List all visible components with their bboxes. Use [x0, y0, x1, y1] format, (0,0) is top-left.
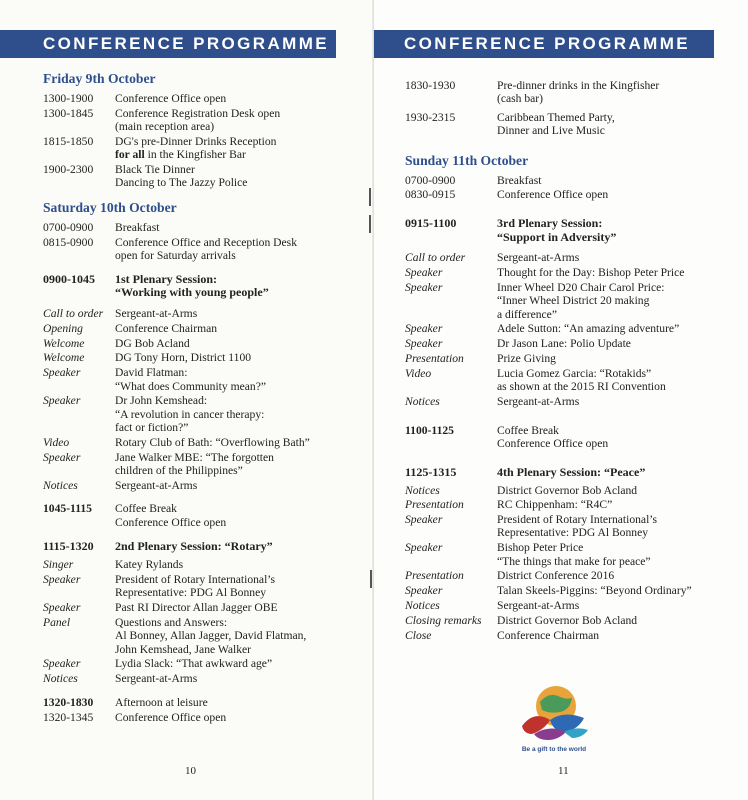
row-role: Speaker — [43, 657, 81, 671]
session-row — [405, 614, 741, 627]
row-desc: Coffee Break Conference Office open — [497, 423, 609, 450]
row-role: Speaker — [405, 322, 443, 336]
row-role: Speaker — [405, 266, 443, 280]
left-content — [43, 71, 363, 726]
right-content — [405, 79, 741, 643]
session-row — [43, 322, 363, 335]
row-time: 1045-1115 — [43, 502, 92, 516]
row-desc: David Flatman: “What does Community mean?” — [115, 366, 266, 393]
page-number-right: 11 — [558, 765, 569, 777]
row-desc: Past RI Director Allan Jagger OBE — [115, 601, 278, 615]
session-title: 3rd Plenary Session: “Support in Adversity” — [497, 216, 617, 244]
schedule-row — [405, 111, 741, 138]
row-role: Opening — [43, 321, 83, 335]
session-row — [405, 337, 741, 350]
row-role: Speaker — [405, 513, 443, 527]
schedule-row — [43, 696, 363, 709]
row-time: 0700-0900 — [405, 173, 456, 187]
row-time: 1320-1830 — [43, 695, 94, 709]
session-3-items — [405, 251, 741, 408]
session-row — [405, 281, 741, 321]
row-desc: Conference Office open — [497, 188, 609, 202]
session-row — [43, 558, 363, 571]
session-row — [43, 366, 363, 393]
row-desc-bold: for all — [115, 148, 145, 162]
row-desc: Lucia Gomez Garcia: “Rotakids” as shown at the 2015 RI Convention — [497, 366, 666, 394]
session-row — [405, 484, 741, 497]
session-row — [43, 672, 363, 685]
row-desc: Pre-dinner drinks in the Kingfisher (cash bar) — [497, 79, 660, 106]
row-desc: Sergeant-at-Arms — [497, 394, 580, 408]
row-role: Video — [405, 366, 432, 380]
row-desc: District Governor Bob Acland — [497, 613, 638, 627]
row-desc: Conference Office open — [115, 92, 227, 105]
session-row — [43, 479, 363, 492]
row-role: Panel — [43, 616, 71, 629]
binding-mark — [369, 215, 371, 233]
row-desc-text: DG's pre-Dinner Drinks Reception — [115, 134, 277, 148]
session-row — [43, 601, 363, 614]
row-role: Speaker — [43, 450, 81, 464]
session-row — [405, 367, 741, 394]
session-2-items — [43, 558, 363, 685]
page-number-left: 10 — [185, 765, 196, 777]
left-banner: CONFERENCE PROGRAMME — [0, 30, 336, 58]
schedule-row — [43, 107, 363, 134]
schedule-row — [43, 135, 363, 162]
row-desc: District Governor Bob Acland — [497, 483, 638, 497]
row-desc: Conference Chairman — [115, 321, 218, 335]
row-role: Speaker — [405, 584, 443, 598]
row-desc: President of Rotary International’s Representative: PDG Al Bonney — [497, 513, 658, 540]
row-role: Notices — [405, 483, 440, 497]
row-role: Singer — [43, 558, 74, 572]
row-role: Speaker — [405, 280, 443, 294]
row-desc: Conference Office and Reception Desk open for Saturday arrivals — [115, 235, 297, 263]
row-role: Call to order — [43, 307, 104, 321]
session-time: 1115-1320 — [43, 538, 94, 553]
session-row — [43, 616, 363, 656]
session-row — [405, 352, 741, 365]
row-desc-rest: in the Kingfisher Bar — [144, 148, 246, 162]
row-desc: RC Chippenham: “R4C” — [497, 498, 613, 512]
session-row — [43, 351, 363, 364]
row-role: Speaker — [43, 601, 81, 615]
session-time: 1125-1315 — [405, 464, 457, 479]
session-row — [43, 337, 363, 350]
row-desc: Inner Wheel D20 Chair Carol Price: “Inner Wheel District 20 making a difference” — [497, 280, 665, 321]
session-row — [43, 436, 363, 449]
row-desc: Breakfast — [115, 221, 160, 235]
row-desc: Sergeant-at-Arms — [115, 307, 198, 321]
row-role: Notices — [405, 394, 440, 408]
row-role: Closing remarks — [405, 613, 482, 627]
friday-schedule — [43, 92, 363, 190]
row-time: 1300-1900 — [43, 92, 94, 105]
session-3-header — [405, 217, 741, 244]
session-row — [405, 251, 741, 264]
row-role: Call to order — [405, 251, 466, 265]
session-row — [43, 451, 363, 478]
row-desc: DG Tony Horn, District 1100 — [115, 351, 252, 365]
row-role: Speaker — [405, 541, 443, 555]
row-time: 1320-1345 — [43, 710, 94, 724]
row-desc: Conference Chairman — [497, 628, 600, 642]
row-time: 0700-0900 — [43, 221, 94, 235]
row-desc: Conference Office open — [115, 710, 227, 724]
saturday-schedule — [43, 221, 363, 262]
schedule-row — [43, 711, 363, 724]
session-row — [405, 395, 741, 408]
row-role: Presentation — [405, 351, 464, 365]
session-row — [405, 498, 741, 511]
row-role: Notices — [405, 598, 440, 612]
session-row — [405, 541, 741, 568]
row-desc: DG Bob Acland — [115, 336, 190, 350]
row-desc: Questions and Answers: Al Bonney, Allan Jagger, David Flatman, John Kemshead, Jane Walker — [115, 616, 307, 656]
row-desc: Conference Registration Desk open (main reception area) — [115, 106, 281, 134]
row-time: 0815-0900 — [43, 235, 94, 249]
row-desc: Rotary Club of Bath: “Overflowing Bath” — [115, 435, 310, 449]
row-role: Close — [405, 628, 432, 642]
session-row — [405, 513, 741, 540]
row-desc: Prize Giving — [497, 351, 556, 365]
row-desc: District Conference 2016 — [497, 569, 615, 583]
row-desc: Bishop Peter Price “The things that make for peace” — [497, 541, 651, 568]
row-desc: Afternoon at leisure — [115, 695, 208, 709]
schedule-row — [43, 163, 363, 190]
coffee-break-2 — [405, 424, 741, 451]
saturday-heading: Saturday 10th October — [43, 200, 177, 216]
session-row — [43, 307, 363, 320]
row-desc: Sergeant-at-Arms — [115, 672, 198, 686]
row-time: 1300-1845 — [43, 106, 94, 120]
row-time: 1830-1930 — [405, 79, 456, 92]
row-desc: Adele Sutton: “An amazing adventure” — [497, 322, 680, 336]
schedule-row — [405, 174, 741, 187]
row-desc: Sergeant-at-Arms — [115, 478, 198, 492]
row-role: Notices — [43, 478, 78, 492]
row-desc — [115, 135, 363, 162]
row-role: Speaker — [43, 366, 81, 380]
row-role: Welcome — [43, 336, 85, 350]
row-desc: Sergeant-at-Arms — [497, 598, 580, 612]
row-desc: Coffee Break Conference Office open — [115, 502, 227, 529]
session-2-header — [43, 540, 363, 553]
row-desc: Lydia Slack: “That awkward age” — [115, 657, 273, 671]
row-desc: Dr Jason Lane: Polio Update — [497, 337, 631, 351]
row-desc: Caribbean Themed Party, Dinner and Live Music — [497, 110, 615, 137]
row-time: 0830-0915 — [405, 188, 456, 202]
row-role: Presentation — [405, 569, 464, 583]
session-1-items — [43, 307, 363, 492]
row-desc: Black Tie Dinner Dancing to The Jazzy Police — [115, 162, 248, 190]
sunday-schedule — [405, 174, 741, 202]
sunday-heading: Sunday 11th October — [405, 152, 529, 168]
session-row — [405, 599, 741, 612]
session-time: 0915-1100 — [405, 216, 457, 231]
coffee-break-1 — [43, 502, 363, 529]
session-row — [405, 629, 741, 642]
session-time: 0900-1045 — [43, 271, 95, 286]
row-desc: Jane Walker MBE: “The forgotten children of the Philippines” — [115, 450, 274, 477]
session-1-header — [43, 273, 363, 300]
session-row — [405, 584, 741, 597]
session-title: 4th Plenary Session: “Peace” — [497, 464, 646, 479]
row-time: 1930-2315 — [405, 110, 456, 124]
row-time: 1815-1850 — [43, 134, 94, 148]
friday-heading: Friday 9th October — [43, 71, 156, 86]
row-role: Speaker — [43, 573, 81, 587]
binding-mark — [369, 188, 371, 206]
rotary-theme-logo-icon — [514, 680, 594, 746]
session-title: 2nd Plenary Session: “Rotary” — [115, 538, 273, 553]
right-page — [374, 0, 748, 800]
session-4-header — [405, 466, 741, 479]
schedule-row — [43, 236, 363, 263]
row-desc: Thought for the Day: Bishop Peter Price — [497, 266, 685, 280]
session-row — [405, 322, 741, 335]
row-time: 1100-1125 — [405, 423, 454, 437]
row-role: Speaker — [405, 337, 443, 351]
binding-mark — [370, 570, 372, 588]
saturday-evening-schedule — [405, 79, 741, 137]
schedule-row — [43, 221, 363, 234]
row-role: Welcome — [43, 351, 85, 365]
row-desc: President of Rotary International’s Representative: PDG Al Bonney — [115, 573, 276, 600]
session-4-items — [405, 484, 741, 642]
row-desc: Breakfast — [497, 173, 542, 187]
session-row — [43, 657, 363, 670]
row-desc: Sergeant-at-Arms — [497, 251, 580, 265]
right-banner: CONFERENCE PROGRAMME — [374, 30, 714, 58]
session-row — [405, 266, 741, 279]
row-desc: Talan Skeels-Piggins: “Beyond Ordinary” — [497, 584, 692, 598]
row-desc: Katey Rylands — [115, 558, 184, 572]
logo-caption: Be a gift to the world — [521, 746, 587, 753]
row-role: Video — [43, 435, 70, 449]
row-time: 1900-2300 — [43, 162, 94, 176]
session-row — [405, 569, 741, 582]
session-title: 1st Plenary Session: “Working with young people” — [115, 271, 269, 300]
row-role: Notices — [43, 672, 78, 686]
row-desc: Dr John Kemshead: “A revolution in cancer therapy: fact or fiction?” — [115, 394, 265, 434]
schedule-row — [405, 79, 741, 106]
session-row — [43, 573, 363, 600]
row-role: Presentation — [405, 498, 464, 512]
schedule-row — [405, 188, 741, 201]
row-role: Speaker — [43, 394, 81, 408]
session-row — [43, 394, 363, 434]
afternoon-schedule — [43, 696, 363, 724]
schedule-row — [43, 92, 363, 105]
